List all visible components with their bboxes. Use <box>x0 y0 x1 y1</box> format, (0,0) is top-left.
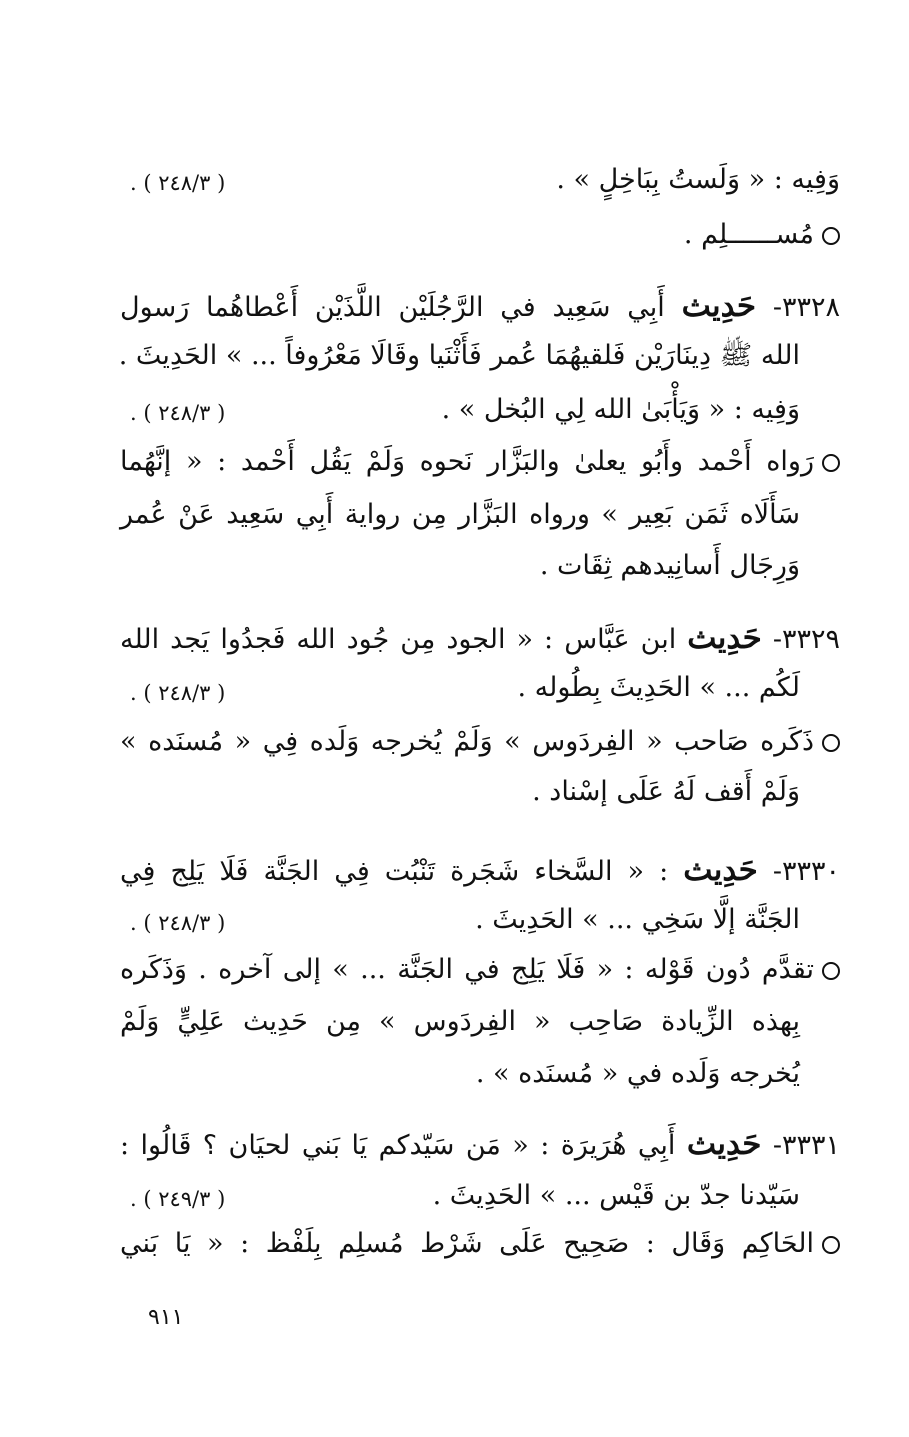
page-number: ٩١١ <box>148 1305 184 1330</box>
text-line: وَفِيه : « وَيَأْبَىٰ الله لِي البُخل » . <box>441 394 800 425</box>
text-line: وَفِيه : « وَلَستُ بِبَاخِلٍ » . <box>556 164 840 195</box>
commentary-line: سَأَلَاه ثَمَن بَعِير » ورواه البَزَّار مِن رواية أَبِي سَعِيد عَنْ عُمر <box>120 499 800 530</box>
circle-bullet-icon <box>822 227 840 245</box>
hadith-number: ٣٣٢٨- <box>772 292 841 323</box>
text-line: لَكُم ... » الحَدِيثَ بِطُوله . <box>517 672 800 703</box>
text-line: الجَنَّة إلَّا سَخِي ... » الحَدِيثَ . <box>475 904 800 935</box>
circle-bullet-icon <box>822 1236 840 1254</box>
commentary-line: بِهذه الزِّيادة صَاحِب « الفِردَوس » مِن حَدِيث عَلِيٍّ وَلَمْ <box>120 1006 800 1037</box>
hadith-number: ٣٣٣٠- <box>772 856 840 887</box>
hadith-keyword: حَدِيث <box>686 1126 762 1162</box>
hadith-number: ٣٣٣١- <box>772 1130 840 1161</box>
commentary-line: وَلَمْ أَقف لَهُ عَلَى إسْناد . <box>532 776 800 807</box>
hadith-heading-line: ٣٣٢٨- حَدِيث أَبِي سَعِيد في الرَّجُلَيْن اللَّذَيْن أَعْطاهُما رَسول <box>120 288 841 324</box>
commentary-line: مُســــــلِم . <box>120 215 840 255</box>
commentary-line: رَواه أَحْمد وأَبُو يعلىٰ والبَزَّار نَحوه وَلَمْ يَقُل أَحْمد : « إنَّهُما <box>120 442 840 482</box>
hadith-keyword: حَدِيث <box>681 288 757 324</box>
commentary-line: تقدَّم دُون قَوْله : « فَلَا يَلِج في الجَنَّة ... » إلى آخره . وَذَكَره <box>120 950 840 990</box>
reference-citation: . ( ٢٤٨/٣ ) <box>130 911 226 935</box>
reference-citation: . ( ٢٤٨/٣ ) <box>130 401 226 425</box>
commentary-line: ذَكَره صَاحب « الفِردَوس » وَلَمْ يُخرجه وَلَده فِي « مُسنَده » <box>120 722 840 762</box>
text-line: سَيّدنا جدّ بن قَيْس ... » الحَدِيثَ . <box>432 1180 800 1211</box>
circle-bullet-icon <box>822 962 840 980</box>
circle-bullet-icon <box>822 734 840 752</box>
hadith-heading-line: ٣٣٣٠- حَدِيث : « السَّخاء شَجَرة تَنْبُت فِي الجَنَّة فَلَا يَلِج فِي <box>120 852 840 888</box>
reference-citation: . ( ٢٤٨/٣ ) <box>130 681 226 705</box>
hadith-heading-line: ٣٣٣١- حَدِيث أَبِي هُرَيرَة : « مَن سَيّدكم يَا بَني لحيَان ؟ قَالُوا : <box>120 1126 840 1162</box>
commentary-line: يُخرجه وَلَده في « مُسنَده » . <box>475 1058 800 1089</box>
hadith-keyword: حَدِيث <box>683 852 758 888</box>
hadith-heading-line: ٣٣٢٩- حَدِيث ابن عَبَّاس : « الجود مِن جُود الله فَجدُوا يَجد الله <box>120 620 840 656</box>
hadith-keyword: حَدِيث <box>687 620 762 656</box>
text-line: الله ﷺ دِينَارَيْن فَلقيهُمَا عُمر فَأَثْنَيا وقَالَا مَعْرُوفاً ... » الحَدِيثَ . <box>118 340 800 371</box>
commentary-line: الحَاكِم وَقَال : صَحِيح عَلَى شَرْط مُسلِم بِلَفْظ : « يَا بَني <box>120 1224 840 1264</box>
commentary-line: وَرِجَال أَسانِيدهم ثِقَات . <box>539 550 800 581</box>
reference-citation: . ( ٢٤٩/٣ ) <box>130 1187 226 1211</box>
reference-citation: . ( ٢٤٨/٣ ) <box>130 171 226 195</box>
circle-bullet-icon <box>822 454 840 472</box>
hadith-number: ٣٣٢٩- <box>772 624 840 655</box>
